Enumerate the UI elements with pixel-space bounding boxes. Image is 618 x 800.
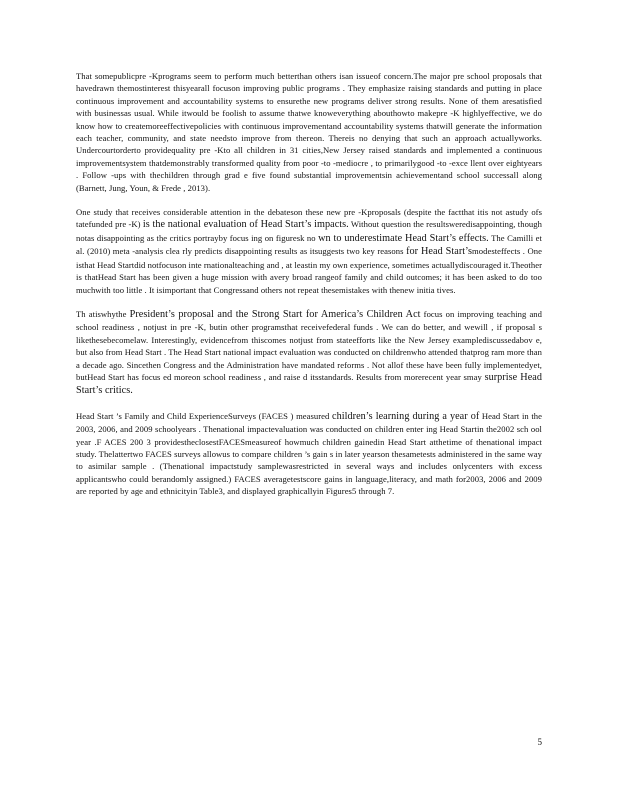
text-run: The Camilli et al. (2010) meta -analysis clea rly predicts disappointing results as itsuggests two key reasons [76, 232, 542, 257]
text-run: Head Start in the 2003, 2006, and 2009 schoolyears . Thenational impactevaluation was conducted on children enter ing Head Startin the2002 sch ool year .F ACES 200 3 providestheclosestFACESmeasureof howmuch children gainedin Head Start atthetime of thenational impact study. Thelattertwo FACES surveys allowus to compare children ’s gain s in later yearson thesametests administered in the same way to asimilar sample . (Thenational impactstudy samplewasrestricted in several ways and includes onlycenters with excess applicantswho could berandomly assigned.) FACES averagetestscore gains in language,literacy, and math for2003, 2006 and 2009 are reported by age and ethnicityin Table3, and displayed graphicallyin Figures5 through 7. [76, 410, 542, 497]
text-run: Without question the resultsweredisappointing, though notas disappointing as the critics portrayby focus ing on figuresk no [76, 219, 542, 243]
text-run: Head Start ’s Family and Child ExperienceSurveys (FACES ) measured [76, 410, 333, 421]
emphasized-text-run: surprise Head Start’s critics. [76, 371, 542, 397]
emphasized-text-run: children’s learning during a year of [332, 410, 480, 422]
text-run: Th atiswhythe [76, 308, 130, 319]
emphasized-text-run: President’s proposal and the Strong Start for America’s Children Act [129, 308, 421, 320]
page-number: 5 [537, 737, 542, 747]
text-run: focus on improving teaching and school readiness , notjust in pre -K, butin other programsthat receivefederal funds . We can do better, and wewill , if proposal s likethesebecomelaw. Interestingly, evidencefrom thiscomes notjust from stateefforts like the New Jersey examplediscussedabov e, but also from Head Start . The Head Start national impact evaluation was conducted on childrenwho attended thatprog ram more than a decade ago. Sincethen Congress and the Administration have mandated reforms . Not allof these have been fully implementedyet, butHead Start has focus ed moreon school readiness , and raise d itsstandards. Results from morerecent year smay [76, 308, 543, 382]
paragraph-1 [76, 70, 542, 194]
text-run: One study that receives considerable attention in the debateson these new pre -Kproposals (despite the factthat itis not astudy ofs tatefunded pre -K) [76, 207, 542, 230]
text-run: That somepublicpre -Kprograms seem to perform much betterthan others isan issueof concern.The major pre school proposals that havedrawn themostinterest thisyearall focuson improving public programs . They emphasize raising standards and putting in place continuous improvement and accountability systems to ensurethe new programs deliver strong results. None of them aresatisfied with businessas usual. While itwould be foolish to assume thatwe knoweverything abouthowto makepre -K highlyeffective, we do know how to createmoreeffectivepolicies with continuous improvementand accountability systems thatwill generate the information each teacher, community, and state needsto improve from thereon. Thereis no denying that such an approach actuallyworks. Undercourtorderto providequality pre -Kto all children in 31 cities,New Jersey raised standards and implemented a continuous improvementsystem thatdemonstrably transformed quality from poor -to -mediocre , to primarilygood -to -exce llent over eightyears . Follow -ups with thechildren through grad e five found substantial improvementsin achievementand school successall along (Barnett, Jung, Youn, & Frede , 2013). [76, 71, 542, 193]
text-run: modesteffects . One isthat Head Startdid notfocuson inte rnationalteaching and , at leastin my own experience, sometimes actuallydiscouraged it.Theother is thatHead Start has been given a huge mission with avery broad rangeof family and child outcomes; it has been asked to do too muchwith too little . It isimportant that Congressand others not repeat thesemistakes with thenew initia tives. [76, 246, 543, 295]
paragraph-2 [76, 206, 542, 296]
emphasized-text-run: is the national evaluation of Head Start’s impacts. [142, 219, 349, 231]
paragraph-3 [76, 308, 542, 398]
emphasized-text-run: wn to underestimate Head Start’s effects. [318, 232, 489, 244]
paragraph-4 [76, 410, 542, 498]
emphasized-text-run: for Head Start’s [406, 246, 473, 258]
